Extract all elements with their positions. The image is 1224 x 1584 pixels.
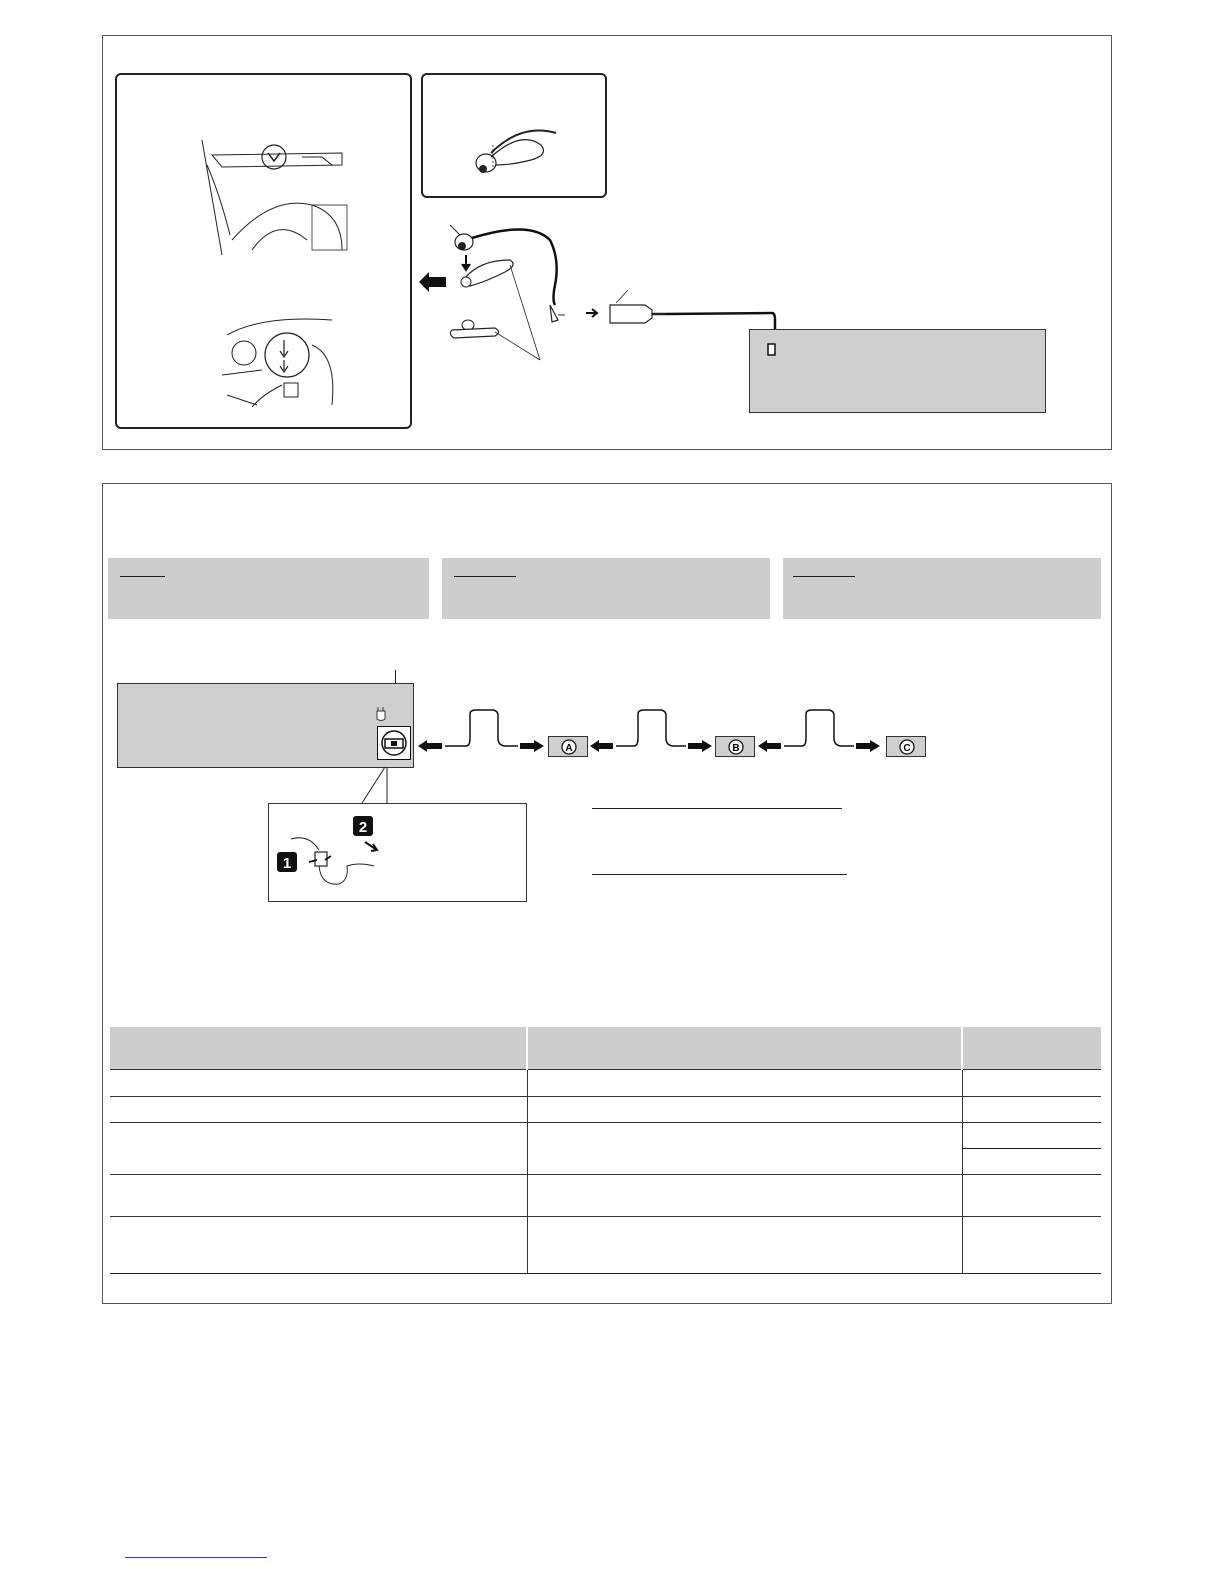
split-rule [963,1148,1102,1149]
table-cell [962,1070,1101,1097]
table-row [110,1217,1101,1274]
svg-text:A: A [565,743,573,754]
table-cell [962,1175,1101,1217]
device-a-letter [561,739,577,755]
svg-text:2: 2 [358,819,368,836]
device-c-tag [886,736,926,757]
fuse-icon [376,706,386,722]
table-header-3 [962,1027,1101,1070]
microphone-cable-illustration [440,220,780,370]
table-cell [110,1070,527,1097]
svg-text:B: B [732,743,740,754]
table-row [110,1097,1101,1123]
band-2-heading-rule [454,576,516,577]
main-unit-expansion-panel [117,683,414,768]
table-cell [110,1217,527,1274]
table-cell [527,1123,962,1175]
table-cell-split [962,1123,1101,1175]
daisy-chain-cables [418,708,888,758]
table-cell [527,1070,962,1097]
svg-text:C: C [903,743,911,754]
device-c-letter [899,739,915,755]
mic-input-jack-icon [767,343,777,357]
table-cell [962,1217,1101,1274]
table-row [110,1175,1101,1217]
microphone-clip-icon [471,125,561,180]
table-header-2 [527,1027,962,1070]
cap-removal-callout [268,803,527,902]
footer-link-underline[interactable] [125,1557,267,1558]
label-rule-2 [592,874,847,875]
device-a-tag [548,736,588,757]
dashboard-mount-illustration [222,315,342,410]
device-b-letter [728,739,744,755]
table-cell [110,1097,527,1123]
sun-visor-illustration [202,135,352,260]
info-band-2 [442,558,770,619]
callout-leader-lines [360,765,410,805]
table-cell [527,1097,962,1123]
clip-detail-panel [421,73,607,198]
table-cell [110,1123,527,1175]
installation-location-panel [115,73,412,429]
expansion-connector [377,726,411,760]
device-b-tag [715,736,755,757]
table-row [110,1123,1101,1175]
main-unit-rear-panel [749,329,1046,413]
info-band-3 [783,558,1101,619]
table-cell [110,1175,527,1217]
table-header-1 [110,1027,527,1070]
info-band-1 [108,558,429,619]
connector-port-icon [380,729,408,757]
table-row [110,1070,1101,1097]
cap-removal-illustration [269,804,526,901]
table-cell [527,1175,962,1217]
compatibility-table [110,1027,1101,1274]
table-cell [962,1097,1101,1123]
band-3-heading-rule [793,576,855,577]
svg-text:1: 1 [282,855,292,872]
band-1-heading-rule [120,576,165,577]
table-cell [527,1217,962,1274]
label-rule-1 [592,808,842,809]
